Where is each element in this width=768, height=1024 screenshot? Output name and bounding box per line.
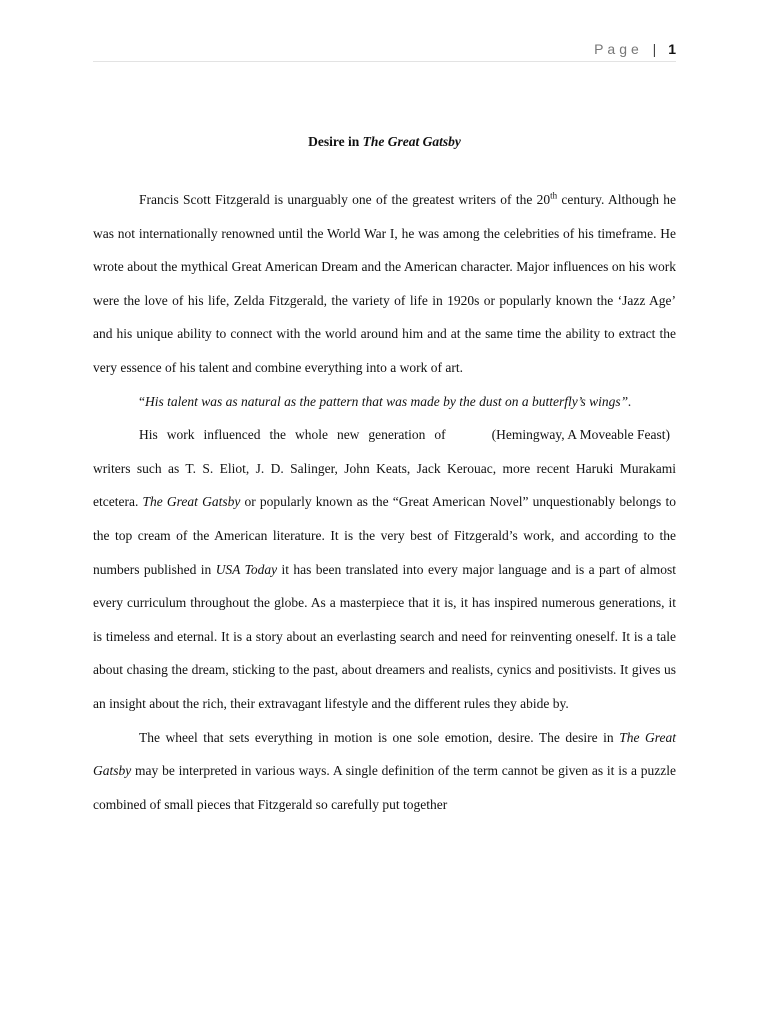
document-body (93, 183, 676, 821)
paragraph-desire-text-b: may be interpreted in various ways. A single definition of the term cannot be given as it is a puzzle combined of small pieces that Fitzgerald so carefully put together (93, 763, 676, 812)
paragraph-desire-text-a: The wheel that sets everything in motion is one sole emotion, desire. The desire in (139, 729, 620, 745)
paragraph-influence-text-c: it has been translated into every major language and is a part of almost every curriculum throughout the globe. As a masterpiece that it is, it has inspired numerous generations, it is timeless and eternal. It is a story about an everlasting search and need for reinventing oneself. It is a tale about chasing the dream, sticking to the past, about dreamers and realists, cynics and positivists. It gives us an insight about the rich, their extravagant lifestyle and the different rules they abide by. (93, 561, 677, 711)
paragraph-intro (93, 183, 676, 385)
paragraph-desire-book: The Great Gatsby (93, 729, 677, 779)
document-title (93, 134, 676, 150)
paragraph-desire (93, 721, 676, 822)
paragraph-intro-text-a: Francis Scott Fitzgerald is unarguably one of the greatest writers of the 20 (139, 192, 551, 207)
quote-open-mark: “ (139, 393, 145, 409)
paragraph-influence-book: The Great Gatsby (142, 494, 241, 510)
page-label: Page (594, 41, 643, 57)
quote-paragraph (93, 385, 676, 443)
page-number: 1 (668, 41, 676, 57)
page-header (594, 41, 676, 57)
paragraph-influence-source: USA Today (215, 561, 278, 577)
header-separator: | (652, 41, 657, 57)
title-book: The Great Gatsby (362, 134, 461, 149)
superscript-th: th (550, 190, 558, 201)
paragraph-influence-text-a: His work influenced the whole new generation of writers such as T. S. Eliot, J. D. Salinger, John Keats, Jack Kerouac, more recent Haruki Murakami etcetera. (93, 427, 676, 510)
paragraph-intro-text-b: century. Although he was not internationally renowned until the World War I, he was among the celebrities of his timeframe. He wrote about the mythical Great American Dream and the American character. Major influences on his work were the love of his life, Zelda Fitzgerald, the variety of life in 1920s or popularly known the ‘Jazz Age’ and his unique ability to connect with the world around him and at the same time the ability to extract the very essence of his talent and combine everything into a work of art. (93, 192, 676, 375)
paragraph-influence (93, 418, 676, 720)
paragraph-influence-text-b: or popularly known as the “Great American Novel” unquestionably belongs to the top cream of the American literature. It is the very best of Fitzgerald’s work, and according to the numbers published in (93, 494, 676, 577)
quote-citation: (Hemingway, A Moveable Feast) (491, 427, 670, 443)
header-divider (93, 61, 676, 62)
quote-text: His talent was as natural as the pattern that was made by the dust on a butterfly’s wings”. (145, 393, 632, 409)
title-prefix: Desire in (308, 134, 363, 149)
